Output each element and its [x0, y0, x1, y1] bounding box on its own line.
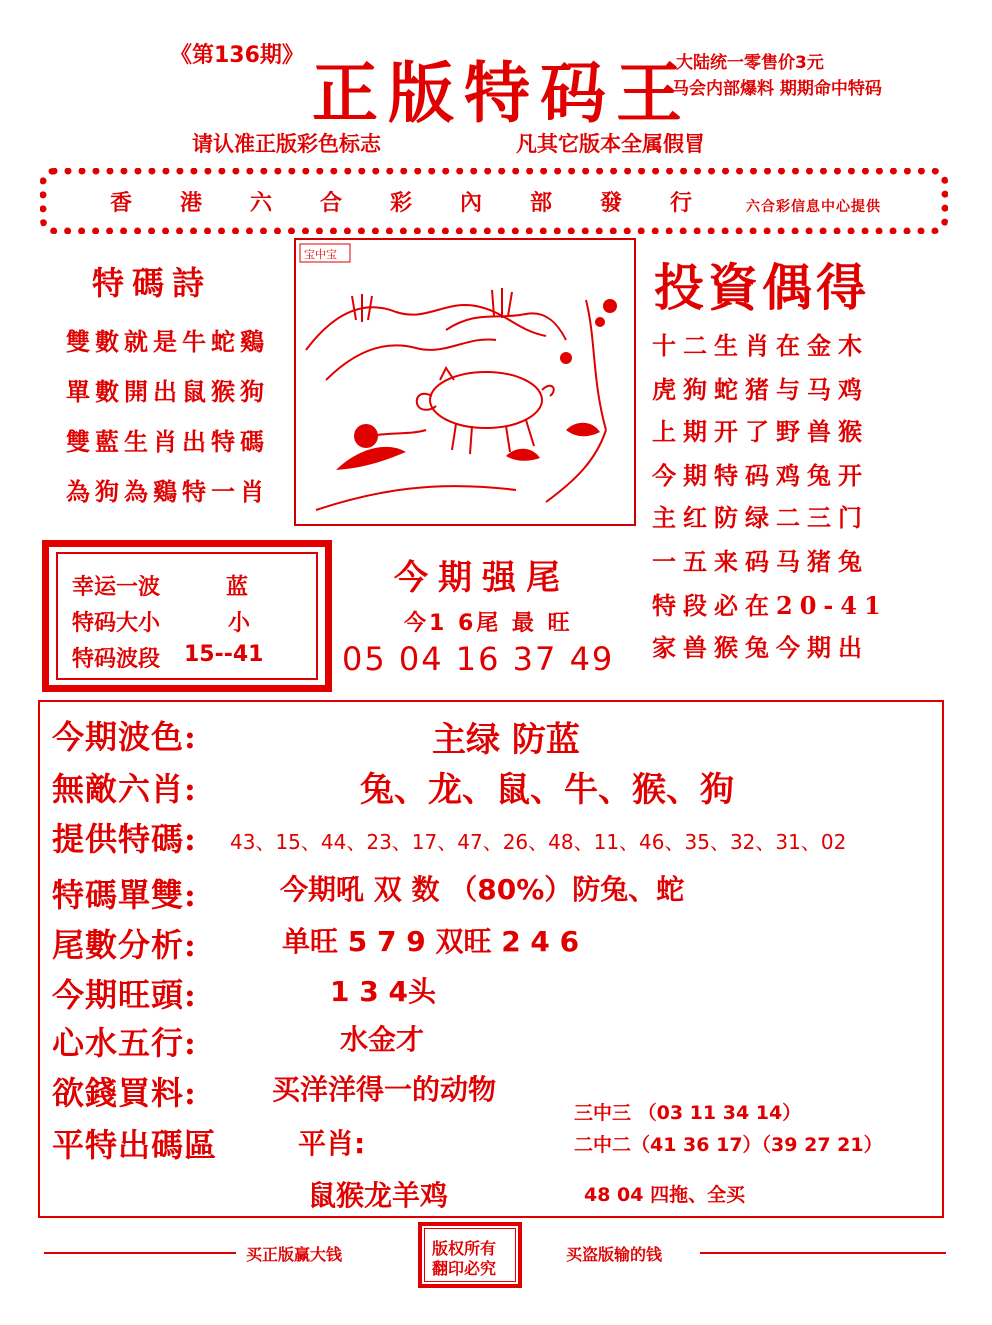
- lucky-size-label: 特码大小: [72, 611, 161, 636]
- footer-left-text: 买正版赢大钱: [246, 1245, 343, 1264]
- buy-info-label: 欲錢買料:: [52, 1074, 197, 1112]
- invest-line: 主红防绿二三门: [652, 503, 869, 532]
- issue-number: 《第136期》: [170, 43, 304, 68]
- authenticity-notice: 请认准正版彩色标志: [192, 132, 381, 156]
- lucky-range-label: 特码波段: [72, 647, 161, 672]
- poem-line: 雙數就是牛蛇鷄: [66, 327, 269, 356]
- banner-source: 六合彩信息中心提供: [746, 199, 881, 215]
- odd-even-label: 特碼單雙:: [52, 876, 197, 914]
- numbers-label: 提供特碼:: [52, 820, 197, 858]
- invest-line: 虎狗蛇猪与马鸡: [652, 375, 869, 404]
- strong-tail-title: 今期强尾: [394, 558, 570, 598]
- copyright-line-1: 版权所有: [432, 1239, 497, 1258]
- footer-right-line: [700, 1252, 946, 1254]
- poem-line: 單數開出鼠猴狗: [66, 377, 269, 406]
- invest-line: 上期开了野兽猴: [652, 417, 869, 446]
- five-elements-value: 水金才: [340, 1023, 425, 1056]
- numbers-value: 43、15、44、23、17、47、26、48、11、46、35、32、31、02: [230, 830, 847, 854]
- wave-color-value: 主绿 防蓝: [432, 720, 580, 760]
- invest-line: 十二生肖在金木: [652, 331, 869, 360]
- invest-title: 投資偶得: [654, 258, 870, 317]
- poem-line: 雙藍生肖出特碼: [66, 427, 269, 456]
- two-in-two: 二中二（41 36 17）（39 27 21）: [574, 1134, 883, 1156]
- strong-tail-subtitle: 今1 6尾 最 旺: [404, 611, 573, 636]
- drag-combo: 48 04 四拖、全买: [584, 1184, 746, 1206]
- lucky-size-value: 小: [228, 611, 251, 636]
- copyright-line-2: 翻印必究: [432, 1259, 497, 1278]
- invest-line: 一五来码马猪兔: [652, 547, 869, 576]
- pig-drawing: [296, 240, 634, 524]
- tail-analysis-value: 单旺 5 7 9 双旺 2 4 6: [282, 925, 580, 958]
- page-title: 正版特码王: [312, 54, 692, 132]
- strong-head-label: 今期旺頭:: [52, 976, 197, 1014]
- invest-line: 今期特码鸡兔开: [652, 461, 869, 490]
- odd-even-value: 今期吼 双 数 （80%）防兔、蛇: [280, 873, 685, 906]
- six-zodiac-label: 無敵六肖:: [52, 770, 197, 808]
- invest-line: 特段必在20-41: [652, 591, 888, 620]
- price-text: 大陆统一零售价3元: [676, 53, 824, 73]
- footer-right-text: 买盗版输的钱: [566, 1245, 663, 1264]
- six-zodiac-value: 兔、龙、鼠、牛、猴、狗: [360, 770, 734, 810]
- strong-tail-numbers: 05 04 16 37 49: [342, 640, 615, 678]
- lucky-wave-value: 蓝: [226, 575, 249, 600]
- buy-info-value: 买洋洋得一的动物: [272, 1073, 497, 1106]
- tail-analysis-label: 尾數分析:: [52, 926, 197, 964]
- inside-info-text: 马会内部爆料 期期命中特码: [672, 79, 882, 99]
- picture-stamp: 宝中宝: [304, 248, 337, 261]
- flat-zone-label: 平特出碼區: [52, 1126, 218, 1164]
- three-in-three: 三中三 （03 11 34 14）: [574, 1102, 802, 1124]
- poem-line: 為狗為鷄特一肖: [66, 477, 269, 506]
- strong-head-value: 1 3 4头: [330, 975, 436, 1008]
- flat-zodiac-value: 鼠猴龙羊鸡: [308, 1179, 449, 1212]
- flat-zodiac-label: 平肖:: [298, 1127, 366, 1160]
- footer-left-line: [44, 1252, 236, 1254]
- lucky-wave-label: 幸运一波: [72, 575, 161, 600]
- pig-illustration: [294, 238, 636, 526]
- wave-color-label: 今期波色:: [52, 718, 197, 756]
- five-elements-label: 心水五行:: [52, 1024, 197, 1062]
- lucky-range-value: 15--41: [184, 642, 264, 667]
- poem-title: 特碼詩: [92, 264, 213, 302]
- invest-line: 家兽猴兔今期出: [652, 633, 869, 662]
- counterfeit-notice: 凡其它版本全属假冒: [516, 132, 705, 156]
- banner-text: 香港六合彩內部發行: [110, 190, 741, 216]
